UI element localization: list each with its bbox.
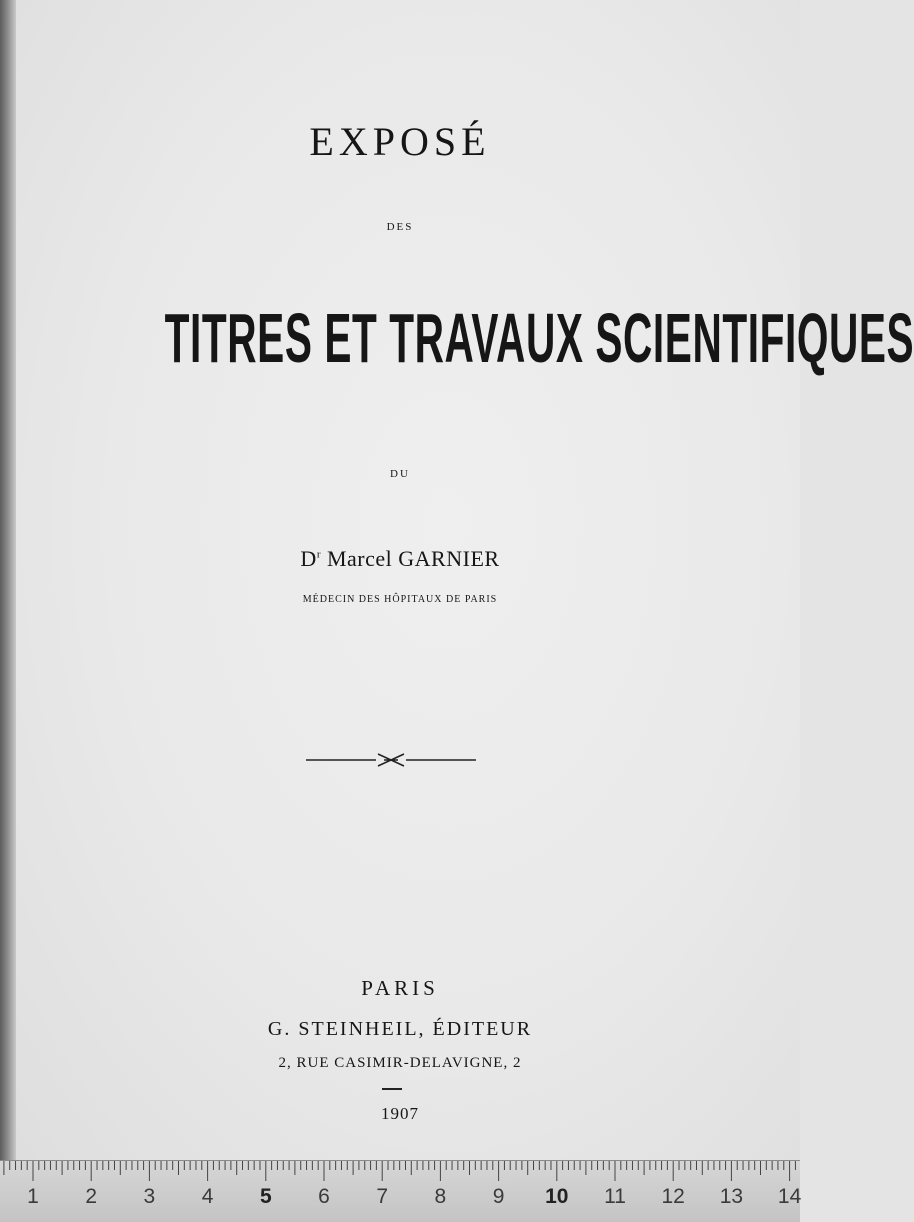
ruler-label: 6 [318,1185,330,1208]
ruler-label: 11 [604,1185,626,1208]
author-name: Marcel GARNIER [326,546,500,571]
ornament-divider [306,750,476,770]
ruler-label: 9 [492,1185,505,1208]
author-position: MÉDECIN DES HÔPITAUX DE PARIS [302,594,498,605]
ruler-label: 13 [719,1185,744,1208]
ruler-label: 7 [376,1185,389,1208]
ruler-label: 8 [434,1185,447,1208]
ruler-ticks [0,1161,800,1183]
ruler-label: 12 [661,1185,685,1208]
author-prefix: D [300,546,317,571]
ruler-label: 5 [259,1185,272,1208]
publisher: G. STEINHEIL, ÉDITEUR [267,1018,533,1040]
ruler-label: 10 [545,1185,569,1208]
separator-dash [382,1088,402,1090]
author-prefix-sup: r [316,548,321,561]
ruler-label: 3 [143,1185,156,1208]
ruler-label: 14 [777,1185,802,1208]
ruler-label: 2 [85,1185,98,1208]
publisher-address: 2, RUE CASIMIR-DELAVIGNE, 2 [278,1055,522,1071]
main-title: TITRES ET TRAVAUX SCIENTIFIQUES [164,299,914,377]
measuring-ruler [0,1160,800,1222]
ruler-label: 1 [27,1185,39,1208]
publication-year: 1907 [381,1104,419,1123]
author-line [0,546,800,572]
du-line: DU [390,468,410,480]
des-line: DES [386,221,414,233]
ruler-label: 4 [201,1185,214,1208]
publication-city: PARIS [361,976,439,1000]
document-title: EXPOSÉ [309,119,491,164]
